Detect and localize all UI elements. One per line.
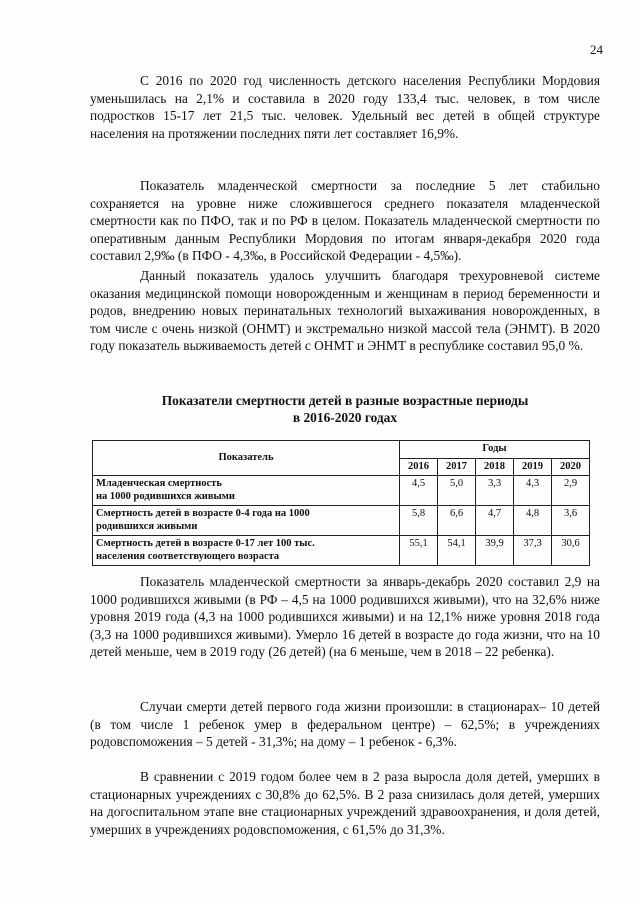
table-cell: 5,0 [438, 476, 476, 506]
mortality-table [92, 440, 590, 566]
table-cell: 30,6 [552, 536, 590, 566]
table-title-line2: в 2016-2020 годах [292, 410, 398, 425]
paragraph-infant-mortality-2020: Показатель младенческой смертности за январь-декабрь 2020 составил 2,9 на 1000 родившихся живыми (в РФ – 4,5 на 1000 родившихся живыми), что на 32,6% ниже уровня 2019 года (4,3 на 1000 родившихся живыми) и на 12,1% ниже уровня 2018 года (3,3 на 1000 родившихся живыми). Умерло 16 детей в возрасте до года жизни, что на 10 детей меньше, чем в 2019 году (26 детей) (на 6 меньше, чем в 2018 – 22 ребенка). [90, 574, 600, 659]
table-title-line1: Показатели смертности детей в разные возрастные периоды [161, 393, 529, 408]
row-indicator-line1: Младенческая смертность [96, 478, 222, 489]
paragraph-care-system: Данный показатель удалось улучшить благодаря трехуровневой системе оказания медицинской помощи новорожденным и женщинам в период беременности и родов, внедрению новых перинатальных технологий выхаживания новорожденных, в том числе с очень низкой (ОНМТ) и экстремально низкой массой тела (ЭНМТ). В 2020 году показатель выживаемость детей с ОНМТ и ЭНМТ в республике составил 95,0 %. [90, 268, 600, 353]
table-cell: 2,9 [552, 476, 590, 506]
row-indicator [93, 536, 400, 566]
header-indicator: Показатель [93, 441, 400, 476]
table-row [93, 536, 590, 566]
row-indicator-line2: родившихся живыми [96, 520, 198, 532]
page-number: 24 [590, 42, 603, 57]
row-indicator [93, 506, 400, 536]
table-row [93, 476, 590, 506]
year-header: 2016 [400, 458, 438, 476]
table-cell: 6,6 [438, 506, 476, 536]
table-row [93, 506, 590, 536]
row-indicator-line1: Смертность детей в возрасте 0-17 лет 100 тыс. [96, 538, 315, 549]
year-header: 2017 [438, 458, 476, 476]
table-cell: 39,9 [476, 536, 514, 566]
table-cell: 55,1 [400, 536, 438, 566]
table-cell: 37,3 [514, 536, 552, 566]
header-years: Годы [400, 441, 590, 459]
row-indicator-line2: на 1000 родившихся живыми [96, 490, 235, 502]
row-indicator [93, 476, 400, 506]
paragraph-infant-mortality: Показатель младенческой смертности за последние 5 лет стабильно сохраняется на уровне ниже сложившегося среднего показателя младенческой смертности как по ПФО, так и по РФ в целом. Показатель младенческой смертности по оперативным данным Республики Мордовия по итогам января-декабря 2020 года составил 2,9‰ (в ПФО - 4,3‰, в Российской Федерации - 4,5‰). [90, 178, 600, 263]
year-header: 2019 [514, 458, 552, 476]
table-cell: 54,1 [438, 536, 476, 566]
table-cell: 5,8 [400, 506, 438, 536]
row-indicator-line1: Смертность детей в возрасте 0-4 года на 1000 [96, 508, 310, 519]
paragraph-death-locations: Случаи смерти детей первого года жизни произошли: в стационарах– 10 детей (в том числе 1 ребенок умер в федеральном центре) – 62,5%; в учреждениях родовспоможения – 5 детей - 31,3%; на дому – 1 ребенок - 6,3%. [90, 699, 600, 749]
table-cell: 3,3 [476, 476, 514, 506]
table-header-row [93, 441, 590, 459]
year-header: 2020 [552, 458, 590, 476]
year-header: 2018 [476, 458, 514, 476]
table-cell: 4,8 [514, 506, 552, 536]
table-cell: 4,7 [476, 506, 514, 536]
paragraph-comparison-2019: В сравнении с 2019 годом более чем в 2 раза выросла доля детей, умерших в стационарных учреждениях с 30,8% до 62,5%. В 2 раза снизилась доля детей, умерших на догоспитальном этапе вне стационарных учреждений здравоохранения, и доля детей, умерших в учреждениях родовспоможения, с 61,5% до 31,3%. [90, 769, 600, 837]
paragraph-child-population: С 2016 по 2020 год численность детского населения Республики Мордовия уменьшилась на 2,1% и составила в 2020 году 133,4 тыс. человек, в том числе подростков 15-17 лет 21,5 тыс. человек. Удельный вес детей в общей структуре населения на протяжении последних пяти лет составляет 16,9%. [90, 73, 600, 141]
row-indicator-line2: населения соответствующего возраста [96, 550, 280, 562]
table-cell: 4,3 [514, 476, 552, 506]
table-cell: 4,5 [400, 476, 438, 506]
table-title [90, 392, 600, 426]
table-cell: 3,6 [552, 506, 590, 536]
